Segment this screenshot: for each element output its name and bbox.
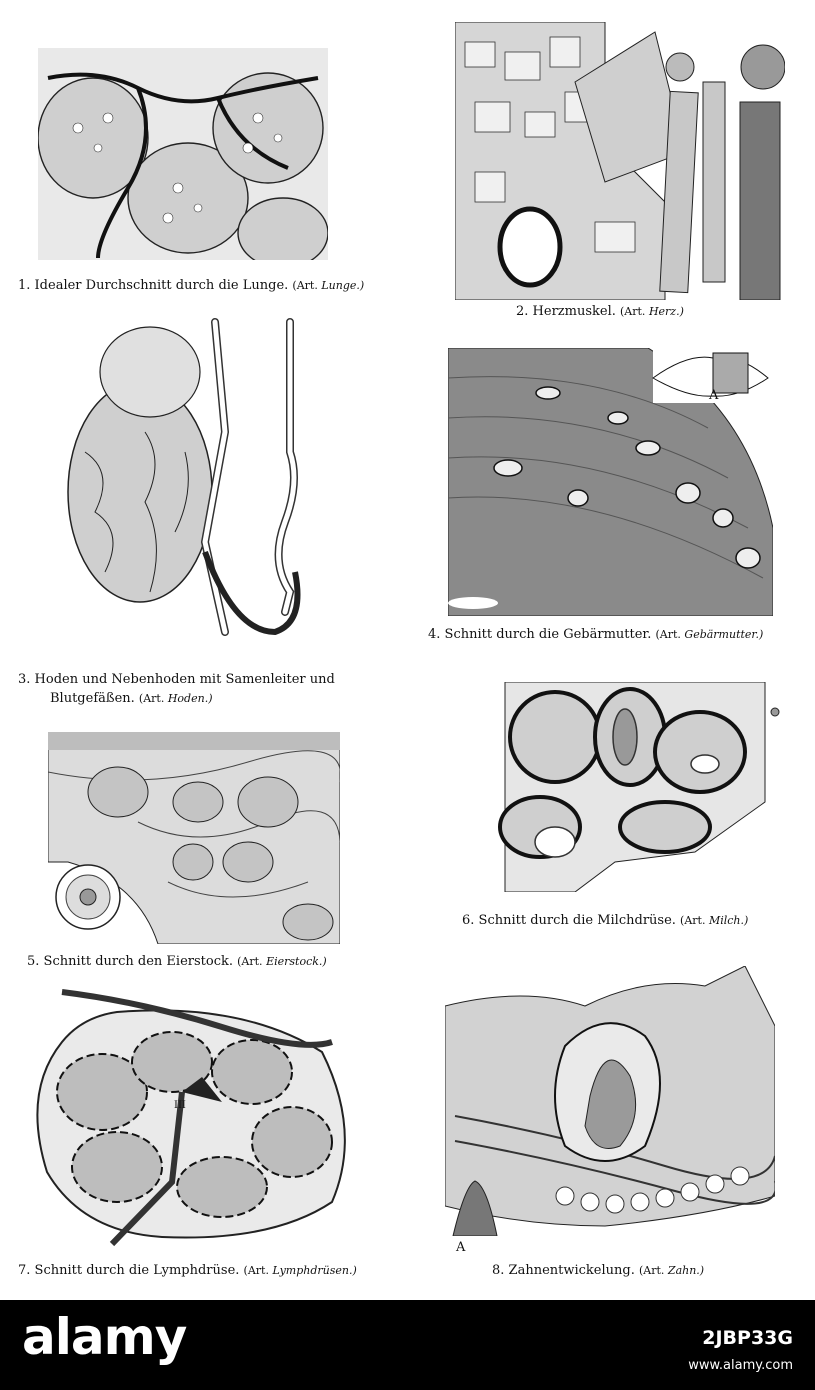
tooth-development-drawing	[445, 966, 775, 1236]
figure-5-ovary-illustration	[48, 732, 340, 944]
figure-6-article-ref: (Art. Milch.)	[680, 914, 749, 927]
figure-5-article-ref: (Art. Eierstock.)	[237, 955, 327, 968]
figure-5-number: 5.	[27, 954, 40, 969]
figure-2-caption	[516, 303, 684, 320]
uterus-section-drawing	[448, 348, 773, 616]
figure-3-testis-illustration	[55, 312, 355, 662]
figure-8-inset-label: A	[456, 1240, 466, 1255]
figure-3-title: Hoden und Nebenhoden mit Samenleiter und	[34, 672, 335, 687]
lung-section-drawing	[38, 48, 328, 260]
figure-3-article-ref: (Art. Hoden.)	[138, 692, 213, 705]
figure-8-title: Zahnentwickelung.	[508, 1263, 635, 1278]
figure-8-number: 8.	[492, 1263, 505, 1278]
figure-1-caption	[18, 277, 364, 294]
figure-1-article-ref: (Art. Lunge.)	[292, 279, 365, 292]
figure-6-mammary-gland-illustration	[495, 682, 785, 892]
figure-1-number: 1.	[18, 278, 31, 293]
figure-1-lung-illustration	[38, 48, 328, 260]
figure-5-caption	[27, 953, 327, 970]
figure-8-article-ref: (Art. Zahn.)	[639, 1264, 705, 1277]
site-url: www.alamy.com	[688, 1358, 793, 1373]
figure-6-title: Schnitt durch die Milchdrüse.	[478, 913, 676, 928]
alamy-logo: alamy	[22, 1308, 187, 1366]
figure-4-title: Schnitt durch die Gebärmutter.	[444, 627, 652, 642]
ovary-section-drawing	[48, 732, 340, 944]
figure-6-number: 6.	[462, 913, 475, 928]
figure-7-caption	[18, 1262, 357, 1279]
figure-1-title: Idealer Durchschnitt durch die Lunge.	[34, 278, 289, 293]
figure-8-tooth-development-illustration	[445, 966, 775, 1236]
figure-7-lymph-node-illustration	[22, 982, 352, 1252]
heart-muscle-drawing	[455, 22, 785, 300]
figure-7-title: Schnitt durch die Lymphdrüse.	[34, 1263, 240, 1278]
figure-4-inset-label: A	[709, 388, 719, 403]
figure-2-title: Herzmuskel.	[532, 304, 616, 319]
watermark-footer-bar	[0, 1300, 815, 1390]
figure-3-title-line2: Blutgefäßen.	[50, 691, 135, 706]
figure-7-number: 7.	[18, 1263, 31, 1278]
mammary-gland-drawing	[495, 682, 785, 892]
figure-2-number: 2.	[516, 304, 529, 319]
figure-8-caption	[492, 1262, 704, 1279]
image-id: 2JBP33G	[702, 1327, 793, 1349]
figure-3-number: 3.	[18, 672, 31, 687]
figure-4-uterus-illustration	[448, 348, 773, 616]
lymph-node-drawing	[22, 982, 352, 1252]
figure-7-article-ref: (Art. Lymphdrüsen.)	[243, 1264, 357, 1277]
testis-drawing	[55, 312, 355, 662]
figure-4-caption	[428, 626, 763, 643]
figure-2-heart-muscle-illustration	[455, 22, 785, 300]
figure-4-number: 4.	[428, 627, 441, 642]
figure-6-caption	[462, 912, 748, 929]
figure-5-title: Schnitt durch den Eierstock.	[43, 954, 233, 969]
figure-7-inner-label: III	[174, 1100, 186, 1111]
figure-3-caption	[18, 670, 335, 708]
figure-2-article-ref: (Art. Herz.)	[620, 305, 684, 318]
figure-4-article-ref: (Art. Gebärmutter.)	[655, 628, 764, 641]
